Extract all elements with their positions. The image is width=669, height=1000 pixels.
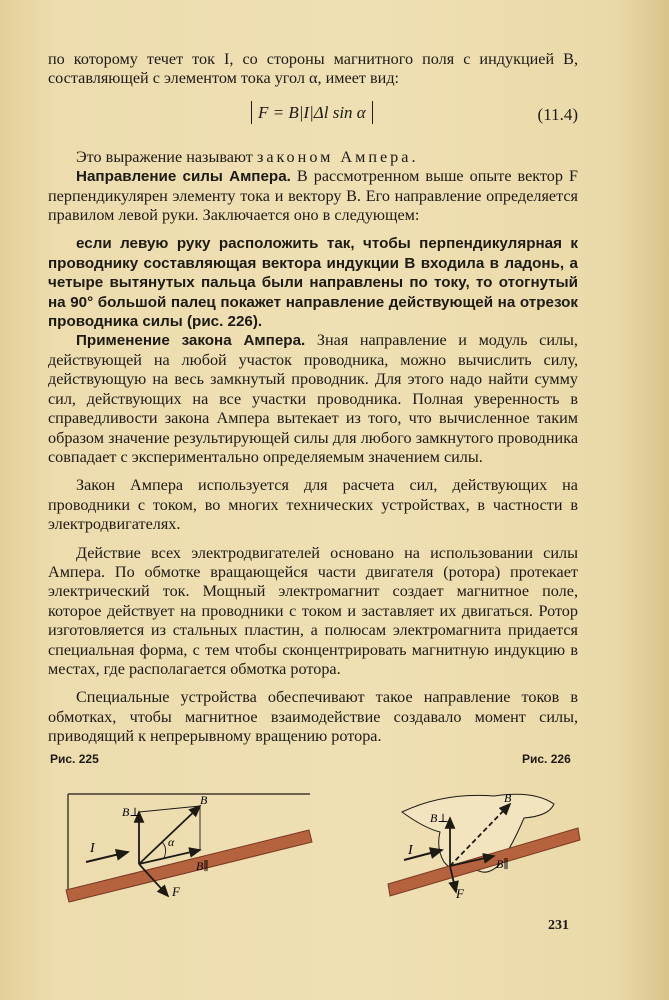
figure-225 (64, 790, 314, 910)
law-text: Это выражение называют (76, 147, 253, 166)
figure-225-conductor (66, 830, 312, 902)
figure-225-angle-arc (162, 842, 166, 858)
figure-226 (384, 782, 584, 902)
application-heading: Применение закона Ампера. (76, 332, 306, 350)
figure-225-label-b-perp: B⊥ (122, 805, 141, 819)
paragraph-law (48, 148, 578, 167)
figure-225-label-alpha: α (168, 835, 175, 849)
direction-text: В рассмотренном выше опыте вектор F перпендикулярен элементу тока и вектору B. Его направление определяется правилом левой руки. Заключается оно в следующем: (48, 167, 579, 225)
formula-block (48, 93, 578, 139)
figure-225-label-b-par: B∥ (196, 859, 209, 873)
figure-225-projection-top (139, 806, 200, 812)
figure-226-label-i: I (408, 843, 413, 858)
paragraph-special: Специальные устройства обеспечивают такое направление токов в обмотках, чтобы магнитное взаимодействие создавало момент силы, приводящий к непрерывному вращению ротора. (48, 688, 578, 746)
figure-226-caption: Рис. 226 (522, 752, 571, 766)
paragraph-motors: Действие всех электродвигателей основано на использовании силы Ампера. По обмотке вращающейся части двигателя (ротора) протекает электрический ток. Мощный электромагнит создает магнитное поле, которое действует на проводники с током и заставляет их двигаться. Ротор изготовляется из стальных пластин, а полюсам электромагнита придается специальная форма, с тем чтобы сконцентрировать магнитную индукцию в местах, где располагается обмотка ротора. (48, 543, 578, 678)
figure-225-label-i: I (90, 841, 95, 856)
paragraph-application (48, 331, 578, 467)
direction-heading: Направление силы Ампера. (76, 168, 291, 186)
figure-226-label-b-perp: B⊥ (430, 811, 449, 825)
figure-226-label-b: B (504, 791, 512, 805)
figure-225-label-f: F (172, 884, 180, 899)
page-number: 231 (548, 918, 569, 933)
application-text: Зная направление и модуль силы, действующей на любой участок проводника, можно вычислить силу, действующую на весь замкнутый проводник. Для этого надо найти сумму сил, действующих на все участки проводника. Полная уверенность в справедливости закона Ампера вытекает из того, что вычисленное таким образом значение результирующей силы для любого замкнутого проводника совпадает с экспериментально определяемым значением силы. (48, 331, 578, 466)
figure-226-label-b-par: B∥ (496, 857, 509, 871)
figure-225-caption: Рис. 225 (50, 752, 99, 766)
left-hand-rule: если левую руку расположить так, чтобы перпендикулярная к проводнику составляющая вектора индукции B входила в ладонь, а четыре вытянутых пальца были направлены по току, то отогнутый на 90° большой палец покажет направление действующей на отрезок проводника силы (рис. 226). (48, 235, 578, 331)
paragraph-intro: по которому течет ток I, со стороны магнитного поля с индукцией B, составляющей с элементом тока угол α, имеет вид: (48, 50, 578, 88)
law-term: законом Ампера. (256, 147, 419, 166)
figure-226-label-f: F (456, 886, 464, 901)
formula-expression: F = B|I|Δl sin α (251, 101, 373, 124)
figure-225-label-b: B (200, 793, 208, 807)
paragraph-direction (48, 167, 578, 225)
body-text (48, 50, 578, 747)
paragraph-usage: Закон Ампера используется для расчета сил, действующих на проводники с током, во многих технических устройствах, в частности в электродвигателях. (48, 476, 578, 534)
formula-number: (11.4) (537, 104, 578, 124)
